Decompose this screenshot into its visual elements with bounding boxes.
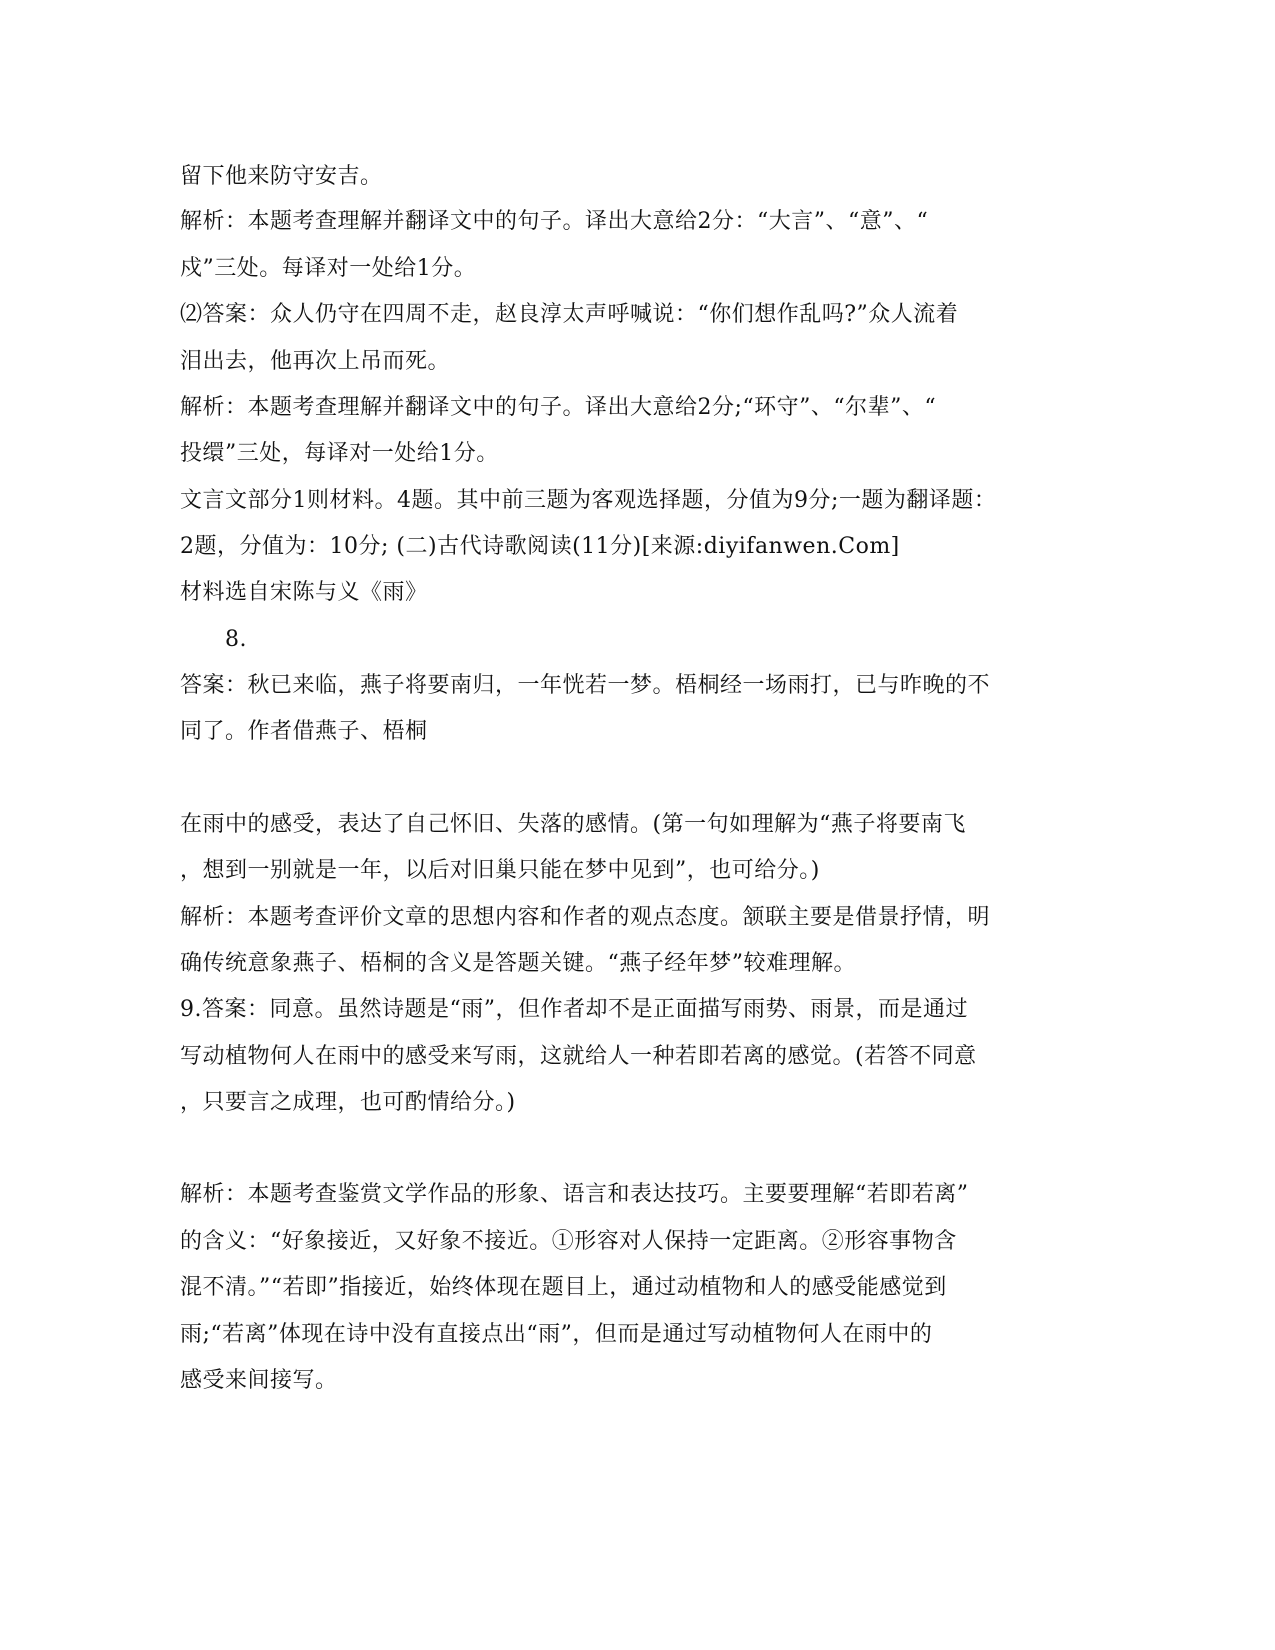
text-line: ⑵答案：众人仍守在四周不走，赵良淳太声呼喊说：“你们想作乱吗?”众人流着 xyxy=(180,302,959,327)
text-line: 泪出去，他再次上吊而死。 xyxy=(180,349,451,374)
text-line: ，想到一别就是一年，以后对旧巢只能在梦中见到”，也可给分。) xyxy=(180,858,820,883)
text-line: 投缳”三处，每译对一处给1分。 xyxy=(180,441,499,466)
question-number: 8. xyxy=(225,627,247,652)
text-line: 解析：本题考查理解并翻译文中的句子。译出大意给2分;“环守”、“尔辈”、“ xyxy=(180,395,937,420)
text-line: 感受来间接写。 xyxy=(180,1368,338,1393)
text-line: 混不清。”“若即”指接近，始终体现在题目上，通过动植物和人的感受能感觉到 xyxy=(180,1275,947,1300)
text-line: 材料选自宋陈与义《雨》 xyxy=(180,580,428,605)
text-line: 2题，分值为：10分; (二)古代诗歌阅读(11分)[来源:diyifanwen.Com] xyxy=(180,534,900,559)
text-line: 的含义：“好象接近，又好象不接近。①形容对人保持一定距离。②形容事物含 xyxy=(180,1229,957,1254)
text-line: 戍”三处。每译对一处给1分。 xyxy=(180,256,477,281)
text-line: 答案：秋已来临，燕子将要南归，一年恍若一梦。梧桐经一场雨打，已与昨晚的不 xyxy=(180,673,991,698)
text-line: 解析：本题考查理解并翻译文中的句子。译出大意给2分：“大言”、“意”、“ xyxy=(180,209,929,234)
text-line: 解析：本题考查评价文章的思想内容和作者的观点态度。颔联主要是借景抒情，明 xyxy=(180,905,991,930)
text-line: 解析：本题考查鉴赏文学作品的形象、语言和表达技巧。主要要理解“若即若离” xyxy=(180,1182,969,1207)
text-line: 写动植物何人在雨中的感受来写雨，这就给人一种若即若离的感觉。(若答不同意 xyxy=(180,1044,977,1069)
text-line: 留下他来防守安吉。 xyxy=(180,164,383,189)
text-line: 同了。作者借燕子、梧桐 xyxy=(180,719,428,744)
text-line: 9.答案：同意。虽然诗题是“雨”，但作者却不是正面描写雨势、雨景，而是通过 xyxy=(180,997,968,1022)
text-line: 雨;“若离”体现在诗中没有直接点出“雨”，但而是通过写动植物何人在雨中的 xyxy=(180,1322,933,1347)
text-line: ，只要言之成理，也可酌情给分。) xyxy=(180,1090,516,1115)
text-line: 文言文部分1则材料。4题。其中前三题为客观选择题，分值为9分;一题为翻译题： xyxy=(180,488,997,513)
text-line: 在雨中的感受，表达了自己怀旧、失落的感情。(第一句如理解为“燕子将要南飞 xyxy=(180,812,966,837)
text-line: 确传统意象燕子、梧桐的含义是答题关键。“燕子经年梦”较难理解。 xyxy=(180,951,856,976)
